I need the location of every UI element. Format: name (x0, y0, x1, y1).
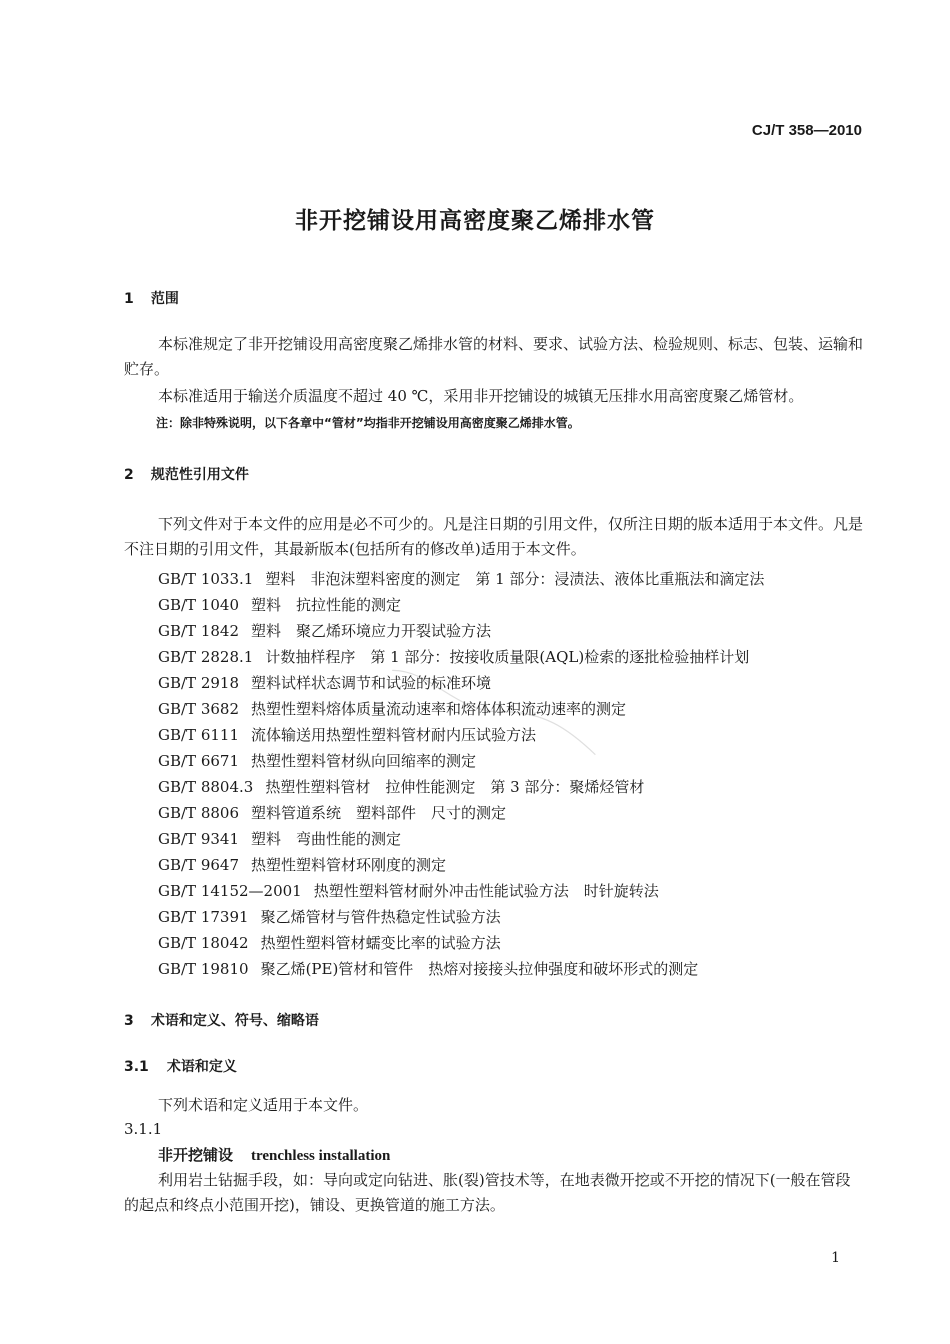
reference-list (158, 566, 764, 982)
term-name-zh: 非开挖铺设 (158, 1146, 234, 1164)
reference-code: GB/T 1033.1 (158, 570, 254, 588)
reference-title: 热塑性塑料管材纵向回缩率的测定 (251, 752, 477, 770)
reference-item (158, 644, 764, 670)
reference-title: 流体输送用热塑性塑料管材耐内压试验方法 (251, 726, 537, 744)
references-intro: 下列文件对于本文件的应用是必不可少的。凡是注日期的引用文件，仅所注日期的版本适用于本文件。凡是不注日期的引用文件，其最新版本(包括所有的修改单)适用于本文件。 (124, 515, 864, 558)
reference-item (158, 800, 764, 826)
reference-code: GB/T 14152—2001 (158, 882, 302, 900)
section-number: 1 (124, 291, 134, 307)
reference-item (158, 774, 764, 800)
reference-title: 计数抽样程序 第 1 部分：按接收质量限(AQL)检索的逐批检验抽样计划 (265, 648, 750, 666)
reference-code: GB/T 19810 (158, 960, 249, 978)
reference-item (158, 826, 764, 852)
section-number: 3 (124, 1013, 134, 1029)
subsection-title: 术语和定义 (166, 1059, 237, 1075)
scope-paragraph-2: 本标准适用于输送介质温度不超过 40 ℃，采用非开挖铺设的城镇无压排水用高密度聚乙烯管材。 (158, 387, 804, 405)
reference-code: GB/T 8806 (158, 804, 240, 822)
reference-code: GB/T 1842 (158, 622, 240, 640)
term-name-en: trenchless installation (251, 1148, 391, 1164)
section-1-heading (124, 288, 179, 308)
reference-title: 塑料试样状态调节和试验的标准环境 (251, 674, 492, 692)
reference-code: GB/T 2918 (158, 674, 240, 692)
reference-item (158, 852, 764, 878)
reference-code: GB/T 9647 (158, 856, 240, 874)
reference-code: GB/T 6671 (158, 752, 240, 770)
term-definition: 利用岩土钻掘手段，如：导向或定向钻进、胀(裂)管技术等，在地表微开挖或不开挖的情况下(一般在管段的起点和终点小范围开挖)，铺设、更换管道的施工方法。 (124, 1171, 851, 1214)
reference-item (158, 904, 764, 930)
terms-intro: 下列术语和定义适用于本文件。 (158, 1096, 369, 1114)
reference-code: GB/T 8804.3 (158, 778, 254, 796)
reference-title: 聚乙烯管材与管件热稳定性试验方法 (260, 908, 501, 926)
reference-item (158, 722, 764, 748)
reference-item (158, 566, 764, 592)
reference-item (158, 956, 764, 982)
document-title: 非开挖铺设用高密度聚乙烯排水管 (295, 208, 655, 234)
reference-code: GB/T 17391 (158, 908, 249, 926)
reference-code: GB/T 1040 (158, 596, 240, 614)
standard-code: CJ/T 358—2010 (751, 122, 862, 139)
scope-note: 注：除非特殊说明，以下各章中“管材”均指非开挖铺设用高密度聚乙烯排水管。 (156, 416, 580, 430)
term-name (158, 1144, 390, 1165)
section-3-heading (124, 1010, 319, 1030)
reference-title: 塑料 非泡沫塑料密度的测定 第 1 部分：浸渍法、液体比重瓶法和滴定法 (265, 570, 765, 588)
reference-code: GB/T 2828.1 (158, 648, 254, 666)
reference-code: GB/T 18042 (158, 934, 249, 952)
reference-item (158, 878, 764, 904)
reference-title: 热塑性塑料管材 拉伸性能测定 第 3 部分：聚烯烃管材 (265, 778, 645, 796)
section-3-1-heading (124, 1056, 237, 1076)
section-title: 术语和定义、符号、缩略语 (150, 1013, 319, 1029)
reference-title: 热塑性塑料管材环刚度的测定 (251, 856, 447, 874)
section-2-heading (124, 464, 249, 484)
reference-item (158, 592, 764, 618)
reference-title: 塑料管道系统 塑料部件 尺寸的测定 (251, 804, 507, 822)
reference-title: 塑料 聚乙烯环境应力开裂试验方法 (251, 622, 492, 640)
reference-title: 热塑性塑料管材耐外冲击性能试验方法 时针旋转法 (313, 882, 659, 900)
page-number: 1 (831, 1250, 840, 1266)
reference-title: 热塑性塑料管材蠕变比率的试验方法 (260, 934, 501, 952)
reference-title: 热塑性塑料熔体质量流动速率和熔体体积流动速率的测定 (251, 700, 627, 718)
term-number: 3.1.1 (124, 1120, 163, 1138)
reference-item (158, 618, 764, 644)
reference-title: 聚乙烯(PE)管材和管件 热熔对接接头拉伸强度和破坏形式的测定 (260, 960, 699, 978)
reference-item (158, 930, 764, 956)
section-title: 范围 (150, 291, 179, 307)
reference-code: GB/T 9341 (158, 830, 240, 848)
subsection-number: 3.1 (124, 1059, 149, 1075)
reference-code: GB/T 6111 (158, 726, 240, 744)
reference-item (158, 748, 764, 774)
reference-title: 塑料 抗拉性能的测定 (251, 596, 402, 614)
section-title: 规范性引用文件 (150, 467, 249, 483)
section-number: 2 (124, 467, 134, 483)
reference-title: 塑料 弯曲性能的测定 (251, 830, 402, 848)
reference-code: GB/T 3682 (158, 700, 240, 718)
scope-paragraph-1: 本标准规定了非开挖铺设用高密度聚乙烯排水管的材料、要求、试验方法、检验规则、标志、包装、运输和贮存。 (124, 335, 864, 378)
